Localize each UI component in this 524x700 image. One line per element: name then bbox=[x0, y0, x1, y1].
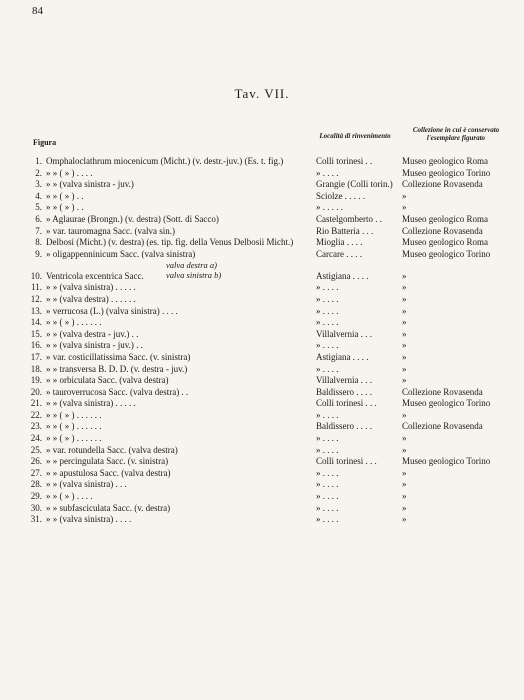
figure-description: » var. tauromagna Sacc. (valva sin.) bbox=[46, 225, 175, 236]
figure-description: » » ( » ) . . . . bbox=[46, 167, 93, 178]
figure-description: Ventricola excentrica Sacc. bbox=[46, 271, 144, 282]
locality: Baldissero . . . . bbox=[316, 386, 372, 397]
figure-number: 9. bbox=[35, 248, 42, 259]
figure-description: » oligappenninicum Sacc. (valva sinistra) bbox=[46, 248, 196, 259]
collection: » bbox=[402, 433, 407, 444]
figure-description: Omphaloclathrum miocenicum (Micht.) (v. destr.-juv.) (Es. t. fig.) bbox=[46, 156, 284, 166]
table-row bbox=[0, 503, 524, 515]
figure-number: 1. bbox=[35, 156, 42, 166]
locality: » . . . . bbox=[316, 317, 339, 328]
figure-number: 3. bbox=[35, 179, 42, 190]
header-figura: Figura bbox=[33, 138, 57, 147]
table-row bbox=[0, 433, 524, 445]
table-row bbox=[0, 479, 524, 491]
figure-number: 11. bbox=[31, 282, 42, 293]
figure-number: 24. bbox=[30, 433, 42, 444]
collection: » bbox=[402, 271, 407, 282]
figure-number: 15. bbox=[30, 328, 42, 339]
figure-description: » » (valva destra - juv.) . . bbox=[46, 328, 139, 339]
locality: » . . . . bbox=[316, 409, 339, 420]
collection: Museo geologico Roma bbox=[402, 156, 488, 166]
table-row bbox=[0, 445, 524, 457]
locality: » . . . . bbox=[316, 363, 339, 374]
locality: Villalvernia . . . bbox=[316, 375, 372, 386]
locality: » . . . . bbox=[316, 479, 339, 490]
locality: » . . . . bbox=[316, 167, 339, 178]
table-row bbox=[0, 410, 524, 422]
figure-description: » » subfasciculata Sacc. (v. destra) bbox=[46, 502, 171, 513]
locality: Castelgomberto . . bbox=[316, 213, 382, 224]
plate-title: Tav. VII. bbox=[234, 86, 290, 101]
collection: » bbox=[402, 340, 407, 351]
locality: » . . . . bbox=[316, 340, 339, 351]
header-localita: Località di rinvenimento bbox=[319, 132, 391, 140]
figure-description: » » ( » ) . . bbox=[46, 202, 84, 213]
page-number: 84 bbox=[32, 5, 43, 17]
locality: » . . . . bbox=[316, 502, 339, 513]
figure-number: 22. bbox=[30, 409, 42, 420]
figure-description: » » (valva destra) . . . . . . bbox=[46, 293, 136, 304]
header-collezione: Collezione in cui è conservato l'esemplare figurato bbox=[412, 126, 500, 142]
collection: » bbox=[402, 467, 407, 478]
table-row bbox=[0, 317, 524, 329]
collection: » bbox=[402, 202, 407, 213]
table-row bbox=[0, 260, 524, 282]
table-row bbox=[0, 179, 524, 191]
figure-description: » » orbiculata Sacc. (valva destra) bbox=[46, 375, 169, 386]
table-row bbox=[0, 249, 524, 261]
figure-description: Delbosi (Micht.) (v. destra) (es. tip. fig. della Venus Delbosii Micht.) bbox=[46, 237, 294, 248]
valve-brace bbox=[166, 260, 221, 280]
collection: Museo geologico Roma bbox=[402, 237, 488, 248]
figure-description: » » ( » ) . . bbox=[46, 190, 84, 201]
locality: Villalvernia . . . bbox=[316, 328, 372, 339]
table-row bbox=[0, 329, 524, 341]
figure-number: 21. bbox=[30, 398, 42, 409]
collection: » bbox=[402, 328, 407, 339]
figure-number: 7. bbox=[35, 225, 42, 236]
table-row bbox=[0, 237, 524, 249]
collection: » bbox=[402, 502, 407, 513]
collection: » bbox=[402, 375, 407, 386]
table-row bbox=[0, 456, 524, 468]
figure-number: 10. bbox=[30, 271, 42, 282]
locality: Sciolze . . . . . bbox=[316, 190, 365, 201]
figure-number: 8. bbox=[35, 237, 42, 248]
locality: » . . . . bbox=[316, 514, 339, 525]
figure-number: 2. bbox=[35, 167, 42, 178]
locality: » . . . . . bbox=[316, 202, 343, 213]
figure-number: 17. bbox=[30, 351, 42, 362]
figure-number: 19. bbox=[30, 375, 42, 386]
figure-number: 20. bbox=[30, 386, 42, 397]
figure-description: » » ( » ) . . . . . . bbox=[46, 317, 102, 328]
collection: » bbox=[402, 363, 407, 374]
collection: » bbox=[402, 491, 407, 502]
figure-number: 25. bbox=[30, 444, 42, 455]
collection: » bbox=[402, 514, 407, 525]
locality: » . . . . bbox=[316, 305, 339, 316]
locality: » . . . . bbox=[316, 433, 339, 444]
table-row bbox=[0, 282, 524, 294]
figure-description: » » apustulosa Sacc. (valva destra) bbox=[46, 467, 171, 478]
table-row bbox=[0, 168, 524, 180]
locality: » . . . . bbox=[316, 293, 339, 304]
collection: » bbox=[402, 409, 407, 420]
table-row bbox=[0, 375, 524, 387]
figure-description: » » ( » ) . . . . . . bbox=[46, 409, 102, 420]
locality: Astigiana . . . . bbox=[316, 271, 369, 282]
collection: Museo geologico Torino bbox=[402, 248, 491, 259]
figure-number: 12. bbox=[30, 293, 42, 304]
figure-number: 23. bbox=[30, 421, 42, 432]
figure-description: » » ( » ) . . . . . . bbox=[46, 433, 102, 444]
figure-description: » » ( » ) . . . . . . bbox=[46, 421, 102, 432]
figure-description: » » transversa B. D. D. (v. destra - juv.) bbox=[46, 363, 188, 374]
locality: » . . . . bbox=[316, 282, 339, 293]
locality: » . . . . bbox=[316, 467, 339, 478]
table-row bbox=[0, 202, 524, 214]
figure-description: » var. rotundella Sacc. (valva destra) bbox=[46, 444, 178, 455]
collection: Collezione Rovasenda bbox=[402, 421, 483, 432]
collection: Collezione Rovasenda bbox=[402, 179, 483, 190]
table-row bbox=[0, 491, 524, 503]
collection: » bbox=[402, 317, 407, 328]
table-row bbox=[0, 364, 524, 376]
locality: Colli torinesi . . . bbox=[316, 456, 377, 467]
figure-description: » » percingulata Sacc. (v. sinistra) bbox=[46, 456, 169, 467]
collection: Museo geologico Torino bbox=[402, 167, 491, 178]
locality: Baldissero . . . . bbox=[316, 421, 372, 432]
figure-description: » » (valva sinistra - juv.) . . bbox=[46, 340, 143, 351]
plate-table bbox=[0, 156, 524, 526]
table-row bbox=[0, 468, 524, 480]
table-row bbox=[0, 352, 524, 364]
figure-description: » » (valva sinistra) . . . . . bbox=[46, 282, 136, 293]
locality: Carcare . . . . bbox=[316, 248, 362, 259]
table-row bbox=[0, 156, 524, 168]
locality: Colli torinesi . . bbox=[316, 156, 373, 166]
table-row bbox=[0, 421, 524, 433]
collection: » bbox=[402, 305, 407, 316]
collection: » bbox=[402, 282, 407, 293]
figure-number: 18. bbox=[30, 363, 42, 374]
figure-number: 5. bbox=[35, 202, 42, 213]
figure-description: » » (valva sinistra - juv.) bbox=[46, 179, 134, 190]
brace-line-a: valva destra a) bbox=[166, 260, 217, 271]
figure-number: 30. bbox=[30, 502, 42, 513]
table-row bbox=[0, 306, 524, 318]
figure-number: 28. bbox=[30, 479, 42, 490]
locality: Mioglia . . . . bbox=[316, 237, 363, 248]
collection: Museo geologico Torino bbox=[402, 398, 491, 409]
figure-number: 13. bbox=[30, 305, 42, 316]
collection: » bbox=[402, 293, 407, 304]
figure-description: » verrucosa (L.) (valva sinistra) . . . . bbox=[46, 305, 178, 316]
table-row bbox=[0, 226, 524, 238]
collection: » bbox=[402, 479, 407, 490]
locality: » . . . . bbox=[316, 491, 339, 502]
brace-line-b: valva sinistra b) bbox=[166, 270, 222, 281]
figure-description: » » (valva sinistra) . . . bbox=[46, 479, 127, 490]
figure-number: 14. bbox=[30, 317, 42, 328]
collection: Collezione Rovasenda bbox=[402, 225, 483, 236]
figure-description: » Aglaurae (Brongn.) (v. destra) (Sott. di Sacco) bbox=[46, 213, 219, 224]
locality: Rio Batteria . . . bbox=[316, 225, 374, 236]
figure-description: » » (valva sinistra) . . . . . bbox=[46, 398, 136, 409]
figure-description: » » ( » ) . . . . bbox=[46, 491, 93, 502]
locality: Colli torinesi . . . bbox=[316, 398, 377, 409]
table-row bbox=[0, 398, 524, 410]
table-row bbox=[0, 514, 524, 526]
collection: Museo geologico Torino bbox=[402, 456, 491, 467]
locality: Astigiana . . . . bbox=[316, 351, 369, 362]
figure-description: » tauroverrucosa Sacc. (valva destra) . . bbox=[46, 386, 189, 397]
locality: » . . . . bbox=[316, 444, 339, 455]
figure-number: 29. bbox=[30, 491, 42, 502]
collection: » bbox=[402, 190, 407, 201]
collection: Museo geologico Roma bbox=[402, 213, 488, 224]
table-row bbox=[0, 214, 524, 226]
collection: » bbox=[402, 351, 407, 362]
figure-number: 6. bbox=[35, 213, 42, 224]
collection: » bbox=[402, 444, 407, 455]
figure-number: 31. bbox=[30, 514, 42, 525]
collection: Collezione Rovasenda bbox=[402, 386, 483, 397]
table-row bbox=[0, 191, 524, 203]
table-row bbox=[0, 387, 524, 399]
figure-number: 27. bbox=[30, 467, 42, 478]
table-row bbox=[0, 340, 524, 352]
figure-number: 4. bbox=[35, 190, 42, 201]
locality: Grangie (Colli torin.) bbox=[316, 179, 393, 190]
figure-description: » » (valva sinistra) . . . . bbox=[46, 514, 132, 525]
figure-number: 16. bbox=[30, 340, 42, 351]
table-row bbox=[0, 294, 524, 306]
figure-description: » var. costicillatissima Sacc. (v. sinistra) bbox=[46, 351, 191, 362]
figure-number: 26. bbox=[30, 456, 42, 467]
